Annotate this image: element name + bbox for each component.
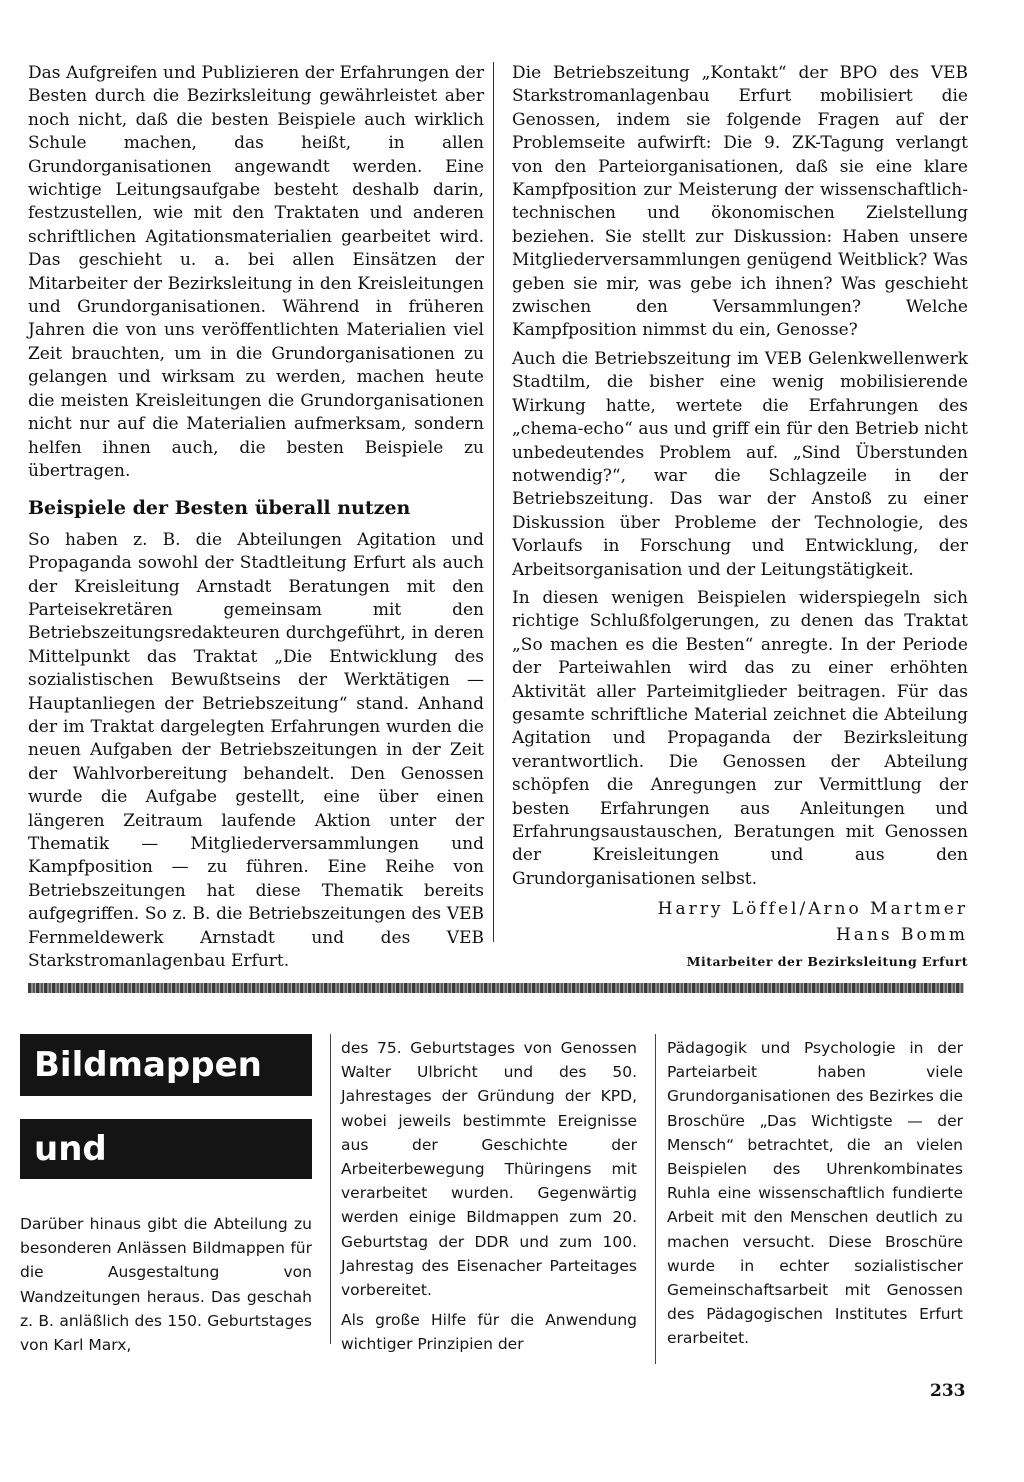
column-divider	[330, 1034, 331, 1344]
author-affiliation: Mitarbeiter der Bezirksleitung Erfurt	[686, 954, 968, 970]
paragraph: Auch die Betriebszeitung im VEB Gelenkwellenwerk Stadtilm, die bisher eine wenig mobilisierende Wirkung hatte, wertete die Erfahrungen des „chema-echo“ aus und griff ein für den Betrieb nicht unbedeutendes Problem auf. „Sind Überstunden notwendig?“, war die Schlagzeile in der Betriebszeitung. Das war der Anstoß zu einer Diskussion über Probleme der Technologie, des Vorlaufs in Forschung und Entwicklung, der Arbeitsorganisation und der Leitungstätigkeit.	[512, 348, 968, 580]
title-box-bildmappen: Bildmappen	[20, 1034, 312, 1096]
lower-column-3	[667, 1036, 963, 1357]
paragraph: Pädagogik und Psychologie in der Parteiarbeit haben viele Grundorganisationen des Bezirkes die Broschüre „Das Wichtigste — der Mensch“ betrachtet, die an vielen Beispielen des Uhrenkombinates Ruhla eine wissenschaftlich fundierte Arbeit mit den Menschen deutlich zu machen versucht. Diese Broschüre wurde in echter sozialistischer Gemeinschaftsarbeit mit Genossen des Pädagogischen Institutes Erfurt erarbeitet.	[667, 1039, 963, 1348]
paragraph: Die Betriebszeitung „Kontakt“ der BPO des VEB Starkstromanlagenbau Erfurt mobilisiert die Genossen, indem sie folgende Fragen auf der Problemseite aufwirft: Die 9. ZK-Tagung verlangt von den Parteiorganisationen, daß sie eine klare Kampfposition zur Meisterung der wissenschaftlich-technischen und ökonomischen Zielstellung beziehen. Sie stellt zur Diskussion: Haben unsere Mitgliederversammlungen genügend Weitblick? Was geben sie mir, was gebe ich ihnen? Was geschieht zwischen den Versammlungen? Welche Kampfposition nimmst du ein, Genosse?	[512, 63, 968, 341]
article-column-left	[28, 62, 484, 978]
paragraph: Als große Hilfe für die Anwendung wichtiger Prinzipien der	[341, 1311, 637, 1354]
paragraph: des 75. Geburtstages von Genossen Walter Ulbricht und des 50. Jahrestages der Gründung der KPD, wobei jeweils bestimmte Ereignisse aus der Geschichte der Arbeiterbewegung Thüringens mit verarbeitet wurden. Gegenwärtig werden einige Bildmappen zum 20. Geburtstag der DDR und zum 100. Jahrestag des Eisenacher Parteitages vorbereitet.	[341, 1039, 637, 1300]
page-number: 233	[930, 1381, 966, 1401]
paragraph: In diesen wenigen Beispielen widerspiegeln sich richtige Schlußfolgerungen, zu denen das Traktat „So machen es die Besten“ anregte. In der Periode der Parteiwahlen wird das zu einer erhöhten Aktivität aller Parteimitglieder beitragen. Für das gesamte schriftliche Material zeichnet die Abteilung Agitation und Propaganda der Bezirksleitung verantwortlich. Die Genossen der Abteilung schöpfen die Anregungen zur Vermittlung der besten Erfahrungen aus Anleitungen und Erfahrungsaustauschen, Beratungen mit Genossen der Kreisleitungen und aus den Grundorganisationen selbst.	[512, 587, 968, 889]
article-column-right	[512, 62, 968, 974]
section-heading: Beispiele der Besten überall nutzen	[28, 497, 411, 520]
paragraph: Das Aufgreifen und Publizieren der Erfahrungen der Besten durch die Bezirksleitung gewährleistet aber noch nicht, daß die besten Beispiele auch wirklich Schule machen, das heißt, in allen Grundorganisationen angewandt werden. Eine wichtige Leitungsaufgabe besteht deshalb darin, festzustellen, wie mit den Traktaten und anderen schriftlichen Agitationsmaterialien gearbeitet wird. Das geschieht u. a. bei allen Einsätzen der Mitarbeiter der Bezirksleitung in den Kreisleitungen und Grundorganisationen. Während in früheren Jahren die von uns veröffentlichten Materialien viel Zeit brauchten, um in die Grundorganisationen zu gelangen und wirksam zu werden, machen heute die meisten Kreisleitungen die Grundorganisationen nicht nur auf die Materialien aufmerksam, sondern helfen ihnen auch, die besten Beispiele zu übertragen.	[28, 63, 484, 481]
column-divider	[655, 1034, 656, 1364]
author-line: Harry Löffel/Arno Martmer	[657, 899, 968, 920]
paragraph: So haben z. B. die Abteilungen Agitation und Propaganda sowohl der Stadtleitung Erfurt als auch der Kreisleitung Arnstadt Beratungen mit den Parteisekretären gemeinsam mit den Betriebszeitungsredakteuren durchgeführt, in deren Mittelpunkt das Traktat „Die Entwicklung des sozialistischen Bewußtseins der Werktätigen — Hauptanliegen der Betriebszeitung“ stand. Anhand der im Traktat dargelegten Erfahrungen wurden die neuen Aufgaben der Betriebszeitungen in der Zeit der Wahlvorbereitung behandelt. Den Genossen wurde die Aufgabe gestellt, eine über einen längeren Zeitraum laufende Aktion unter der Thematik — Mitgliederversammlungen und Kampfposition — zu führen. Eine Reihe von Betriebszeitungen hat diese Thematik bereits aufgegriffen. So z. B. die Betriebszeitungen des VEB Fernmeldewerk Arnstadt und des VEB Starkstromanlagenbau Erfurt.	[28, 529, 484, 972]
title-box-broschueren: und Broschüren	[20, 1119, 312, 1179]
author-line: Hans Bomm	[835, 925, 968, 946]
lower-column-2	[341, 1036, 637, 1363]
column-divider	[493, 62, 494, 942]
section-separator	[28, 983, 964, 993]
author-names	[512, 896, 968, 948]
paragraph: Darüber hinaus gibt die Abteilung zu besonderen Anlässen Bildmappen für die Ausgestaltung von Wandzeitungen heraus. Das geschah z. B. anläßlich des 150. Geburtstages von Karl Marx,	[20, 1215, 312, 1355]
lower-column-1	[20, 1212, 312, 1363]
